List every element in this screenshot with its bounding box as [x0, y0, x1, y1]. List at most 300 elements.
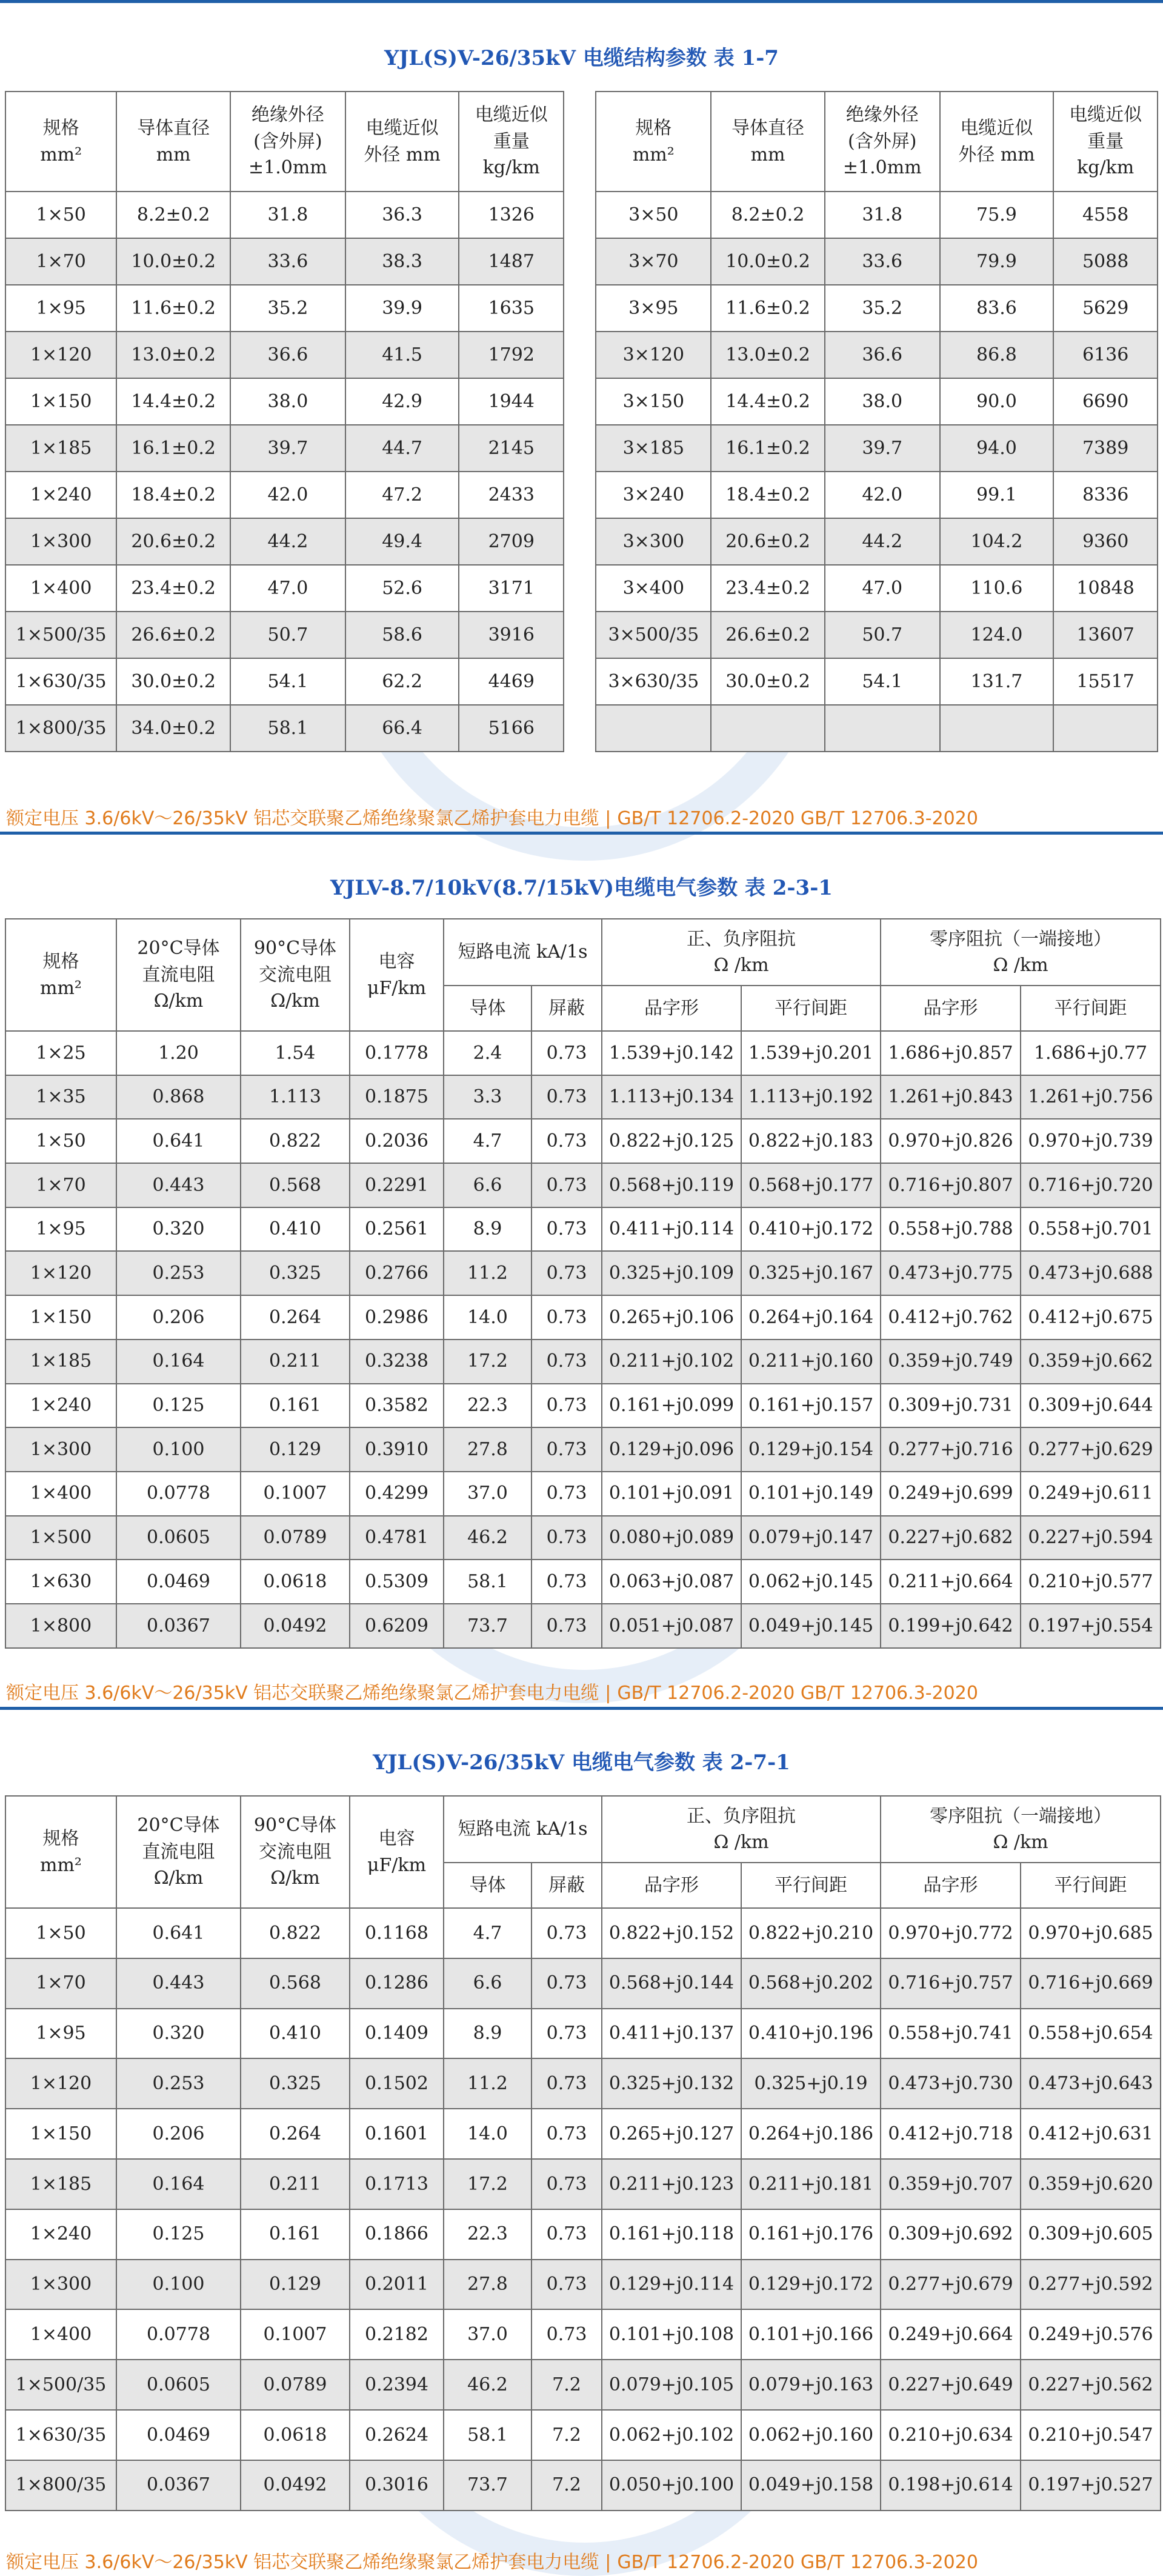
header-cell: 20°C导体 直流电阻 Ω/km — [116, 919, 241, 1031]
table-cell: 11.2 — [444, 2058, 532, 2109]
table-row — [5, 192, 1158, 238]
table-row — [5, 1340, 1161, 1384]
footer-right: GB/T 12706.2-2020 GB/T 12706.3-2020 — [617, 2552, 978, 2573]
table-cell: 50.7 — [825, 612, 940, 658]
column-gap — [564, 378, 596, 425]
table-cell: 17.2 — [444, 2159, 532, 2209]
table-cell: 0.822 — [241, 1119, 350, 1163]
header-cell: 平行间距 — [1021, 1863, 1161, 1908]
table-cell: 0.161+j0.118 — [602, 2209, 741, 2260]
table-cell: 6.6 — [444, 1958, 532, 2009]
column-gap — [564, 565, 596, 612]
table-cell: 0.473+j0.688 — [1021, 1251, 1161, 1295]
table-cell: 0.3910 — [350, 1427, 444, 1472]
table-cell: 0.0789 — [241, 1516, 350, 1560]
table-cell: 6690 — [1053, 378, 1158, 425]
table-cell: 0.325+j0.109 — [602, 1251, 741, 1295]
table-cell: 8336 — [1053, 472, 1158, 518]
table-cell: 36.6 — [825, 332, 940, 378]
table-cell: 7.2 — [532, 2360, 602, 2410]
table-cell: 0.73 — [532, 1163, 602, 1207]
table-cell: 0.716+j0.807 — [881, 1163, 1021, 1207]
table-cell: 90.0 — [940, 378, 1054, 425]
table-cell: 3×240 — [596, 472, 711, 518]
table-cell: 0.5309 — [350, 1560, 444, 1604]
table-cell: 0.73 — [532, 1427, 602, 1472]
table-cell: 0.0605 — [116, 2360, 241, 2410]
table-cell: 6.6 — [444, 1163, 532, 1207]
header-cell: 短路电流 kA/1s — [444, 919, 602, 986]
table-cell: 1×150 — [5, 378, 116, 425]
table-row — [5, 1207, 1161, 1252]
table-cell: 0.716+j0.757 — [881, 1958, 1021, 2009]
table-cell: 1×185 — [5, 1340, 116, 1384]
table-cell: 0.129+j0.096 — [602, 1427, 741, 1472]
table-cell: 8.2±0.2 — [711, 192, 825, 238]
table-cell: 0.063+j0.087 — [602, 1560, 741, 1604]
header-cell: 导体 — [444, 986, 532, 1031]
table-cell: 0.1866 — [350, 2209, 444, 2260]
table-cell: 1×95 — [5, 285, 116, 332]
table-cell: 33.6 — [825, 238, 940, 285]
table-cell: 0.079+j0.163 — [741, 2360, 881, 2410]
table-cell: 0.568+j0.144 — [602, 1958, 741, 2009]
table-cell: 110.6 — [940, 565, 1054, 612]
table-cell: 0.73 — [532, 1516, 602, 1560]
table-cell: 13.0±0.2 — [711, 332, 825, 378]
table-cell: 35.2 — [230, 285, 345, 332]
header-cell: 电缆近似 重量 kg/km — [459, 92, 564, 192]
table-cell: 0.641 — [116, 1119, 241, 1163]
table-cell: 1×300 — [5, 518, 116, 565]
header-cell: 绝缘外径 (含外屏) ±1.0mm — [230, 92, 345, 192]
table-cell: 1×185 — [5, 2159, 116, 2209]
table-cell: 14.4±0.2 — [116, 378, 230, 425]
table-cell: 41.5 — [345, 332, 459, 378]
table-cell — [1053, 705, 1158, 752]
header-cell: 正、负序阻抗 Ω /km — [602, 1796, 881, 1863]
table-cell: 14.4±0.2 — [711, 378, 825, 425]
table-cell: 6136 — [1053, 332, 1158, 378]
table-cell: 0.101+j0.149 — [741, 1472, 881, 1516]
header-cell: 平行间距 — [741, 1863, 881, 1908]
header-cell: 屏蔽 — [532, 1863, 602, 1908]
table-cell: 1×50 — [5, 1908, 116, 1958]
table-cell: 0.3238 — [350, 1340, 444, 1384]
table-row — [5, 2009, 1161, 2059]
table-cell: 0.6209 — [350, 1604, 444, 1648]
column-gap — [564, 658, 596, 705]
table-row — [5, 378, 1158, 425]
table-row — [5, 2309, 1161, 2360]
table-cell: 0.161 — [241, 2209, 350, 2260]
table-cell: 3×70 — [596, 238, 711, 285]
table-cell: 1×120 — [5, 332, 116, 378]
footer-left: 额定电压 3.6/6kV～26/35kV 铝芯交联聚乙烯绝缘聚氯乙烯护套电力电缆 — [6, 808, 599, 829]
table-cell: 0.2182 — [350, 2309, 444, 2360]
table-cell: 0.249+j0.664 — [881, 2309, 1021, 2360]
table-cell: 1×70 — [5, 238, 116, 285]
table-cell: 0.412+j0.762 — [881, 1295, 1021, 1340]
table-row — [5, 2410, 1161, 2460]
table-cell: 0.049+j0.145 — [741, 1604, 881, 1648]
table-cell: 15517 — [1053, 658, 1158, 705]
table-cell: 0.211+j0.181 — [741, 2159, 881, 2209]
table-cell: 0.100 — [116, 1427, 241, 1472]
table-cell: 0.100 — [116, 2260, 241, 2310]
table-cell: 0.558+j0.701 — [1021, 1207, 1161, 1252]
table-cell: 38.0 — [230, 378, 345, 425]
table-cell: 10.0±0.2 — [711, 238, 825, 285]
table-cell: 8.9 — [444, 1207, 532, 1252]
header-cell: 20°C导体 直流电阻 Ω/km — [116, 1796, 241, 1908]
table-cell: 0.73 — [532, 2209, 602, 2260]
table-cell: 58.1 — [444, 2410, 532, 2460]
table-cell: 44.2 — [825, 518, 940, 565]
section-rule — [0, 1707, 1163, 1710]
table-cell: 2145 — [459, 425, 564, 472]
column-gap — [564, 705, 596, 752]
table-cell: 0.73 — [532, 1560, 602, 1604]
table-cell: 1.113 — [241, 1075, 350, 1119]
table-cell: 0.0778 — [116, 2309, 241, 2360]
table-row — [5, 2260, 1161, 2310]
table-cell: 1×150 — [5, 1295, 116, 1340]
table-cell: 0.309+j0.692 — [881, 2209, 1021, 2260]
table-cell: 17.2 — [444, 1340, 532, 1384]
table-cell: 0.277+j0.592 — [1021, 2260, 1161, 2310]
table-cell: 0.0618 — [241, 2410, 350, 2460]
table-cell: 0.309+j0.605 — [1021, 2209, 1161, 2260]
table-cell: 1×800 — [5, 1604, 116, 1648]
table-cell: 0.227+j0.594 — [1021, 1516, 1161, 1560]
table-cell: 39.9 — [345, 285, 459, 332]
table-2-3-1-title: YJLV-8.7/10kV(8.7/15kV)电缆电气参数 表 2-3-1 — [330, 876, 833, 900]
table-cell: 0.73 — [532, 1340, 602, 1384]
electrical-table-35kv — [5, 1795, 1161, 2511]
table-cell: 1×50 — [5, 192, 116, 238]
table-cell: 0.73 — [532, 2260, 602, 2310]
table-cell: 30.0±0.2 — [116, 658, 230, 705]
table-cell: 9360 — [1053, 518, 1158, 565]
column-gap — [564, 425, 596, 472]
table-cell: 0.161+j0.157 — [741, 1384, 881, 1428]
table-cell: 1×240 — [5, 2209, 116, 2260]
table-cell: 30.0±0.2 — [711, 658, 825, 705]
table-cell: 0.199+j0.642 — [881, 1604, 1021, 1648]
table-cell: 0.2561 — [350, 1207, 444, 1252]
table-cell: 0.473+j0.775 — [881, 1251, 1021, 1295]
table-cell: 0.412+j0.675 — [1021, 1295, 1161, 1340]
header-cell: 零序阻抗（一端接地） Ω /km — [881, 919, 1161, 986]
table-cell: 37.0 — [444, 2309, 532, 2360]
table-cell: 1.539+j0.142 — [602, 1031, 741, 1075]
table-cell: 1.54 — [241, 1031, 350, 1075]
table-cell: 0.568+j0.202 — [741, 1958, 881, 2009]
table-cell: 22.3 — [444, 1384, 532, 1428]
table-cell: 0.73 — [532, 2009, 602, 2059]
table-cell: 0.2986 — [350, 1295, 444, 1340]
table-cell: 2.4 — [444, 1031, 532, 1075]
table-cell: 35.2 — [825, 285, 940, 332]
table-cell: 0.0367 — [116, 2460, 241, 2511]
table-cell: 1326 — [459, 192, 564, 238]
table-cell: 7389 — [1053, 425, 1158, 472]
table-cell: 0.73 — [532, 2058, 602, 2109]
table-1-7-title: YJL(S)V-26/35kV 电缆结构参数 表 1-7 — [384, 46, 779, 70]
table-cell: 0.868 — [116, 1075, 241, 1119]
table-cell: 0.822+j0.125 — [602, 1119, 741, 1163]
table-cell: 0.0778 — [116, 1472, 241, 1516]
table-cell: 0.410 — [241, 1207, 350, 1252]
table-row — [5, 2209, 1161, 2260]
table-cell: 0.161 — [241, 1384, 350, 1428]
table-cell: 0.080+j0.089 — [602, 1516, 741, 1560]
table-row — [5, 1516, 1161, 1560]
table-cell: 0.359+j0.662 — [1021, 1340, 1161, 1384]
table-cell: 0.210+j0.634 — [881, 2410, 1021, 2460]
table-cell: 0.210+j0.547 — [1021, 2410, 1161, 2460]
table-cell: 0.970+j0.772 — [881, 1908, 1021, 1958]
table-cell: 0.198+j0.614 — [881, 2460, 1021, 2511]
table-cell: 0.73 — [532, 1075, 602, 1119]
table-cell: 1×35 — [5, 1075, 116, 1119]
table-cell: 0.161+j0.099 — [602, 1384, 741, 1428]
table-cell: 0.249+j0.576 — [1021, 2309, 1161, 2360]
table-cell: 58.1 — [230, 705, 345, 752]
column-gap — [564, 332, 596, 378]
table-cell — [825, 705, 940, 752]
table-cell: 3.3 — [444, 1075, 532, 1119]
table-cell: 1635 — [459, 285, 564, 332]
table-cell: 58.6 — [345, 612, 459, 658]
table-cell: 0.277+j0.679 — [881, 2260, 1021, 2310]
table-row — [5, 1908, 1161, 1958]
table-cell: 27.8 — [444, 2260, 532, 2310]
table-cell: 0.129+j0.154 — [741, 1427, 881, 1472]
header-cell: 90°C导体 交流电阻 Ω/km — [241, 919, 350, 1031]
table-cell: 1.20 — [116, 1031, 241, 1075]
table-cell: 3×630/35 — [596, 658, 711, 705]
table-cell: 0.2766 — [350, 1251, 444, 1295]
table-cell: 3×150 — [596, 378, 711, 425]
table-cell: 0.197+j0.527 — [1021, 2460, 1161, 2511]
table-cell: 0.062+j0.145 — [741, 1560, 881, 1604]
table-cell: 23.4±0.2 — [116, 565, 230, 612]
top-rule — [0, 0, 1163, 3]
table-cell: 0.211+j0.102 — [602, 1340, 741, 1384]
table-cell: 16.1±0.2 — [711, 425, 825, 472]
table-cell: 39.7 — [230, 425, 345, 472]
table-cell: 14.0 — [444, 1295, 532, 1340]
table-cell: 7.2 — [532, 2460, 602, 2511]
table-cell: 0.3016 — [350, 2460, 444, 2511]
table-cell: 3×300 — [596, 518, 711, 565]
table-cell: 1×630/35 — [5, 658, 116, 705]
table-cell: 10.0±0.2 — [116, 238, 230, 285]
table-cell: 0.101+j0.091 — [602, 1472, 741, 1516]
table-cell: 2433 — [459, 472, 564, 518]
header-cell: 电缆近似 外径 mm — [345, 92, 459, 192]
table-cell: 3171 — [459, 565, 564, 612]
table-cell: 99.1 — [940, 472, 1054, 518]
table-cell: 1.113+j0.192 — [741, 1075, 881, 1119]
column-gap — [564, 518, 596, 565]
header-cell: 规格 mm² — [5, 919, 116, 1031]
table-cell: 54.1 — [230, 658, 345, 705]
table-row — [5, 1384, 1161, 1428]
table-cell: 0.227+j0.562 — [1021, 2360, 1161, 2410]
table-row — [5, 658, 1158, 705]
footer-right: GB/T 12706.2-2020 GB/T 12706.3-2020 — [617, 1683, 978, 1704]
table-cell: 0.568+j0.119 — [602, 1163, 741, 1207]
table-cell: 0.325+j0.19 — [741, 2058, 881, 2109]
table-cell: 0.73 — [532, 1908, 602, 1958]
table-cell: 0.1713 — [350, 2159, 444, 2209]
table-cell: 1×800/35 — [5, 2460, 116, 2511]
table-cell: 42.9 — [345, 378, 459, 425]
table-cell: 36.6 — [230, 332, 345, 378]
table-cell: 0.2036 — [350, 1119, 444, 1163]
table-row — [5, 2360, 1161, 2410]
table-cell: 0.0367 — [116, 1604, 241, 1648]
table-cell: 18.4±0.2 — [711, 472, 825, 518]
table-cell: 3×95 — [596, 285, 711, 332]
table-cell: 0.73 — [532, 1472, 602, 1516]
table-cell: 75.9 — [940, 192, 1054, 238]
table-row — [5, 1031, 1161, 1075]
table-cell: 1×185 — [5, 425, 116, 472]
table-cell: 5088 — [1053, 238, 1158, 285]
table-cell: 1.539+j0.201 — [741, 1031, 881, 1075]
table-cell: 52.6 — [345, 565, 459, 612]
header-cell: 屏蔽 — [532, 986, 602, 1031]
table-cell: 4.7 — [444, 1119, 532, 1163]
table-cell: 0.079+j0.147 — [741, 1516, 881, 1560]
table-row — [5, 1163, 1161, 1207]
table-cell: 1.686+j0.77 — [1021, 1031, 1161, 1075]
table-cell: 0.206 — [116, 1295, 241, 1340]
table-cell: 31.8 — [825, 192, 940, 238]
header-cell: 零序阻抗（一端接地） Ω /km — [881, 1796, 1161, 1863]
table-cell: 0.568+j0.177 — [741, 1163, 881, 1207]
table-cell: 0.101+j0.166 — [741, 2309, 881, 2360]
table-cell: 66.4 — [345, 705, 459, 752]
table-cell: 0.473+j0.643 — [1021, 2058, 1161, 2109]
table-cell: 3×500/35 — [596, 612, 711, 658]
table-row — [5, 2159, 1161, 2209]
table-cell: 0.264+j0.186 — [741, 2109, 881, 2159]
table-cell: 0.129+j0.114 — [602, 2260, 741, 2310]
header-cell: 平行间距 — [741, 986, 881, 1031]
table-cell: 20.6±0.2 — [711, 518, 825, 565]
table-cell: 0.1875 — [350, 1075, 444, 1119]
table-cell: 0.1778 — [350, 1031, 444, 1075]
table-cell: 0.051+j0.087 — [602, 1604, 741, 1648]
table-row — [5, 1427, 1161, 1472]
table-cell: 0.325+j0.132 — [602, 2058, 741, 2109]
table-cell: 94.0 — [940, 425, 1054, 472]
table-cell: 83.6 — [940, 285, 1054, 332]
table-cell: 36.3 — [345, 192, 459, 238]
table-cell — [596, 705, 711, 752]
table-cell: 0.411+j0.114 — [602, 1207, 741, 1252]
table-cell: 0.197+j0.554 — [1021, 1604, 1161, 1648]
table-cell: 0.0469 — [116, 1560, 241, 1604]
table-cell: 0.73 — [532, 2159, 602, 2209]
table-cell: 47.0 — [230, 565, 345, 612]
table-cell: 5629 — [1053, 285, 1158, 332]
table-cell: 44.2 — [230, 518, 345, 565]
footer-left: 额定电压 3.6/6kV～26/35kV 铝芯交联聚乙烯绝缘聚氯乙烯护套电力电缆 — [6, 1683, 599, 1704]
table-cell: 0.3582 — [350, 1384, 444, 1428]
table-cell: 0.062+j0.160 — [741, 2410, 881, 2460]
table-cell: 0.822+j0.210 — [741, 1908, 881, 1958]
table-cell: 0.410 — [241, 2009, 350, 2059]
table-cell: 0.2394 — [350, 2360, 444, 2410]
column-gap — [564, 472, 596, 518]
table-cell — [940, 705, 1054, 752]
table-cell: 0.227+j0.649 — [881, 2360, 1021, 2410]
table-cell: 4558 — [1053, 192, 1158, 238]
header-cell: 导体 — [444, 1863, 532, 1908]
table-cell: 0.164 — [116, 1340, 241, 1384]
footer-note — [6, 2547, 978, 2574]
table-row — [5, 472, 1158, 518]
table-cell: 0.125 — [116, 1384, 241, 1428]
table-cell: 0.1286 — [350, 1958, 444, 2009]
header-cell: 短路电流 kA/1s — [444, 1796, 602, 1863]
table-row — [5, 705, 1158, 752]
table-cell: 1×70 — [5, 1958, 116, 2009]
table-cell: 0.716+j0.720 — [1021, 1163, 1161, 1207]
table-cell: 8.9 — [444, 2009, 532, 2059]
table-cell: 1×500 — [5, 1516, 116, 1560]
table-cell: 1×120 — [5, 1251, 116, 1295]
table-cell: 131.7 — [940, 658, 1054, 705]
header-cell: 导体直径 mm — [116, 92, 230, 192]
table-cell: 1944 — [459, 378, 564, 425]
table-cell: 58.1 — [444, 1560, 532, 1604]
table-cell: 0.211 — [241, 1340, 350, 1384]
table-cell: 0.249+j0.611 — [1021, 1472, 1161, 1516]
table-cell: 4.7 — [444, 1908, 532, 1958]
table-cell: 0.211+j0.664 — [881, 1560, 1021, 1604]
table-row — [5, 238, 1158, 285]
header-cell: 电缆近似 外径 mm — [940, 92, 1054, 192]
table-cell: 20.6±0.2 — [116, 518, 230, 565]
table-cell: 0.473+j0.730 — [881, 2058, 1021, 2109]
table-cell: 1×240 — [5, 1384, 116, 1428]
table-row — [5, 2460, 1161, 2511]
table-cell: 0.129 — [241, 2260, 350, 2310]
table-cell: 0.558+j0.788 — [881, 1207, 1021, 1252]
table-row — [5, 1472, 1161, 1516]
table-cell: 27.8 — [444, 1427, 532, 1472]
header-cell: 电容 μF/km — [350, 1796, 444, 1908]
table-cell: 0.73 — [532, 1295, 602, 1340]
table-cell: 1×150 — [5, 2109, 116, 2159]
footer-separator: | — [605, 2552, 611, 2573]
header-cell: 品字形 — [881, 1863, 1021, 1908]
table-cell: 0.4781 — [350, 1516, 444, 1560]
table-cell: 0.0492 — [241, 2460, 350, 2511]
table-cell: 26.6±0.2 — [711, 612, 825, 658]
electrical-table-10kv — [5, 918, 1161, 1649]
table-cell: 10848 — [1053, 565, 1158, 612]
table-cell: 0.309+j0.644 — [1021, 1384, 1161, 1428]
table-cell: 3916 — [459, 612, 564, 658]
